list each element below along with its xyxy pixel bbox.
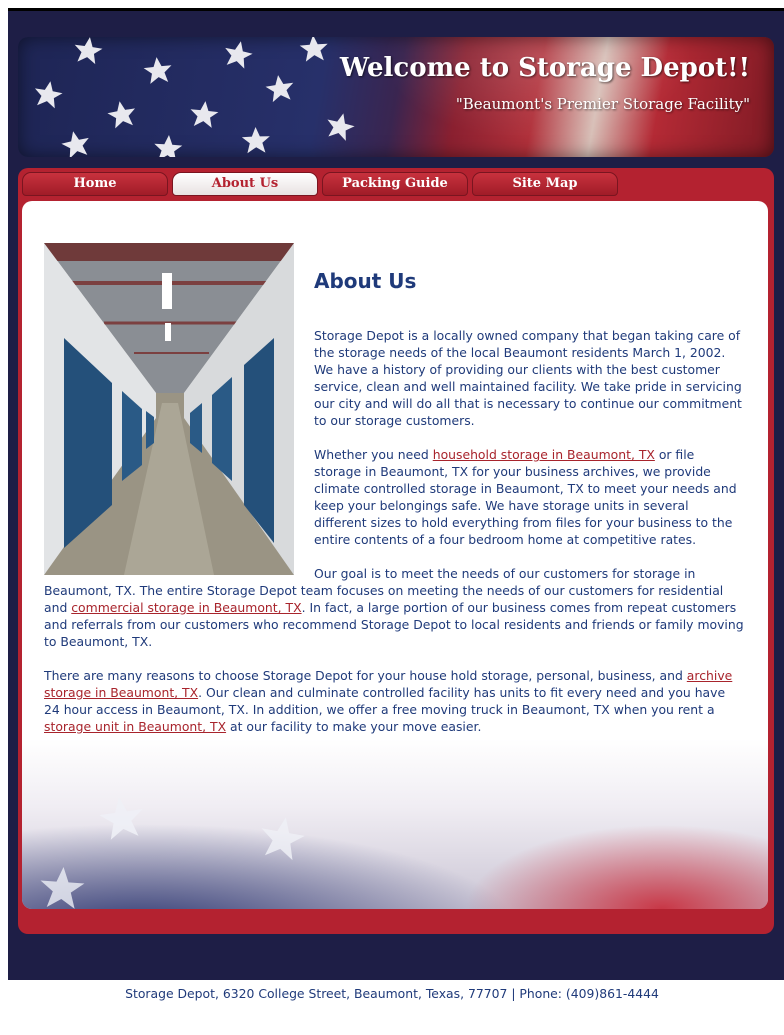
paragraph-reasons xyxy=(44,667,744,735)
page-wrapper xyxy=(8,8,784,980)
flag-decoration xyxy=(22,739,768,909)
paragraph-text: There are many reasons to choose Storage Depot for your house hold storage, personal, business, and xyxy=(44,668,687,683)
link-household-storage[interactable]: household storage in Beaumont, TX xyxy=(432,447,655,462)
content-frame xyxy=(18,168,774,934)
nav-tab-home[interactable]: Home xyxy=(22,172,168,196)
paragraph-services xyxy=(314,446,742,548)
paragraph-text: or file storage in Beaumont, TX for your business archives, we provide climate controlled storage in Beaumont, TX to meet your needs and keep your belongings safe. We have storage units in several different sizes to hold everything from files for your business to the entire contents of a four bedroom home at competitive rates. xyxy=(314,447,737,547)
footer-contact: Storage Depot, 6320 College Street, Beaumont, Texas, 77707 | Phone: (409)861-4444 xyxy=(125,986,659,1001)
paragraph-goal xyxy=(44,565,744,650)
paragraph-text: . Our clean and culminate controlled facility has units to fit every need and you have 24 hour access in Beaumont, TX. In addition, we offer a free moving truck in Beaumont, TX when you rent a xyxy=(44,685,726,717)
paragraph-text: Whether you need xyxy=(314,447,433,462)
paragraph-text: at our facility to make your move easier. xyxy=(226,719,482,734)
header-banner xyxy=(18,37,774,157)
page-title: About Us xyxy=(314,269,417,293)
paragraph-text: Our goal is to meet the needs of our customers for storage in Beaumont, TX. The entire Storage Depot team focuses on meeting the needs of our customers for residential and xyxy=(44,566,724,615)
link-archive-storage[interactable]: archive storage in Beaumont, TX xyxy=(44,668,733,700)
storage-hallway-photo xyxy=(44,243,294,575)
site-tagline: "Beaumont's Premier Storage Facility" xyxy=(455,95,750,113)
nav-tab-packing-guide[interactable]: Packing Guide xyxy=(322,172,468,196)
content-panel xyxy=(22,201,768,909)
paragraph-history: Storage Depot is a locally owned company that began taking care of the storage needs of the local Beaumont residents March 1, 2002. We have a history of providing our clients with the best customer service, clean and well maintained facility. We take pride in servicing our city and will do all that is necessary to continue our commitment to our storage customers. xyxy=(314,328,742,428)
paragraph-text: . In fact, a large portion of our business comes from repeat customers and referrals from our customers who recommend Storage Depot to local residents and friends or family moving to Beaumont, TX. xyxy=(44,600,744,649)
link-storage-unit[interactable]: storage unit in Beaumont, TX xyxy=(44,719,227,734)
nav-tab-about-us[interactable]: About Us xyxy=(172,172,318,196)
link-commercial-storage[interactable]: commercial storage in Beaumont, TX xyxy=(71,600,302,615)
site-title: Welcome to Storage Depot!! xyxy=(339,53,750,83)
nav-tab-site-map[interactable]: Site Map xyxy=(472,172,618,196)
